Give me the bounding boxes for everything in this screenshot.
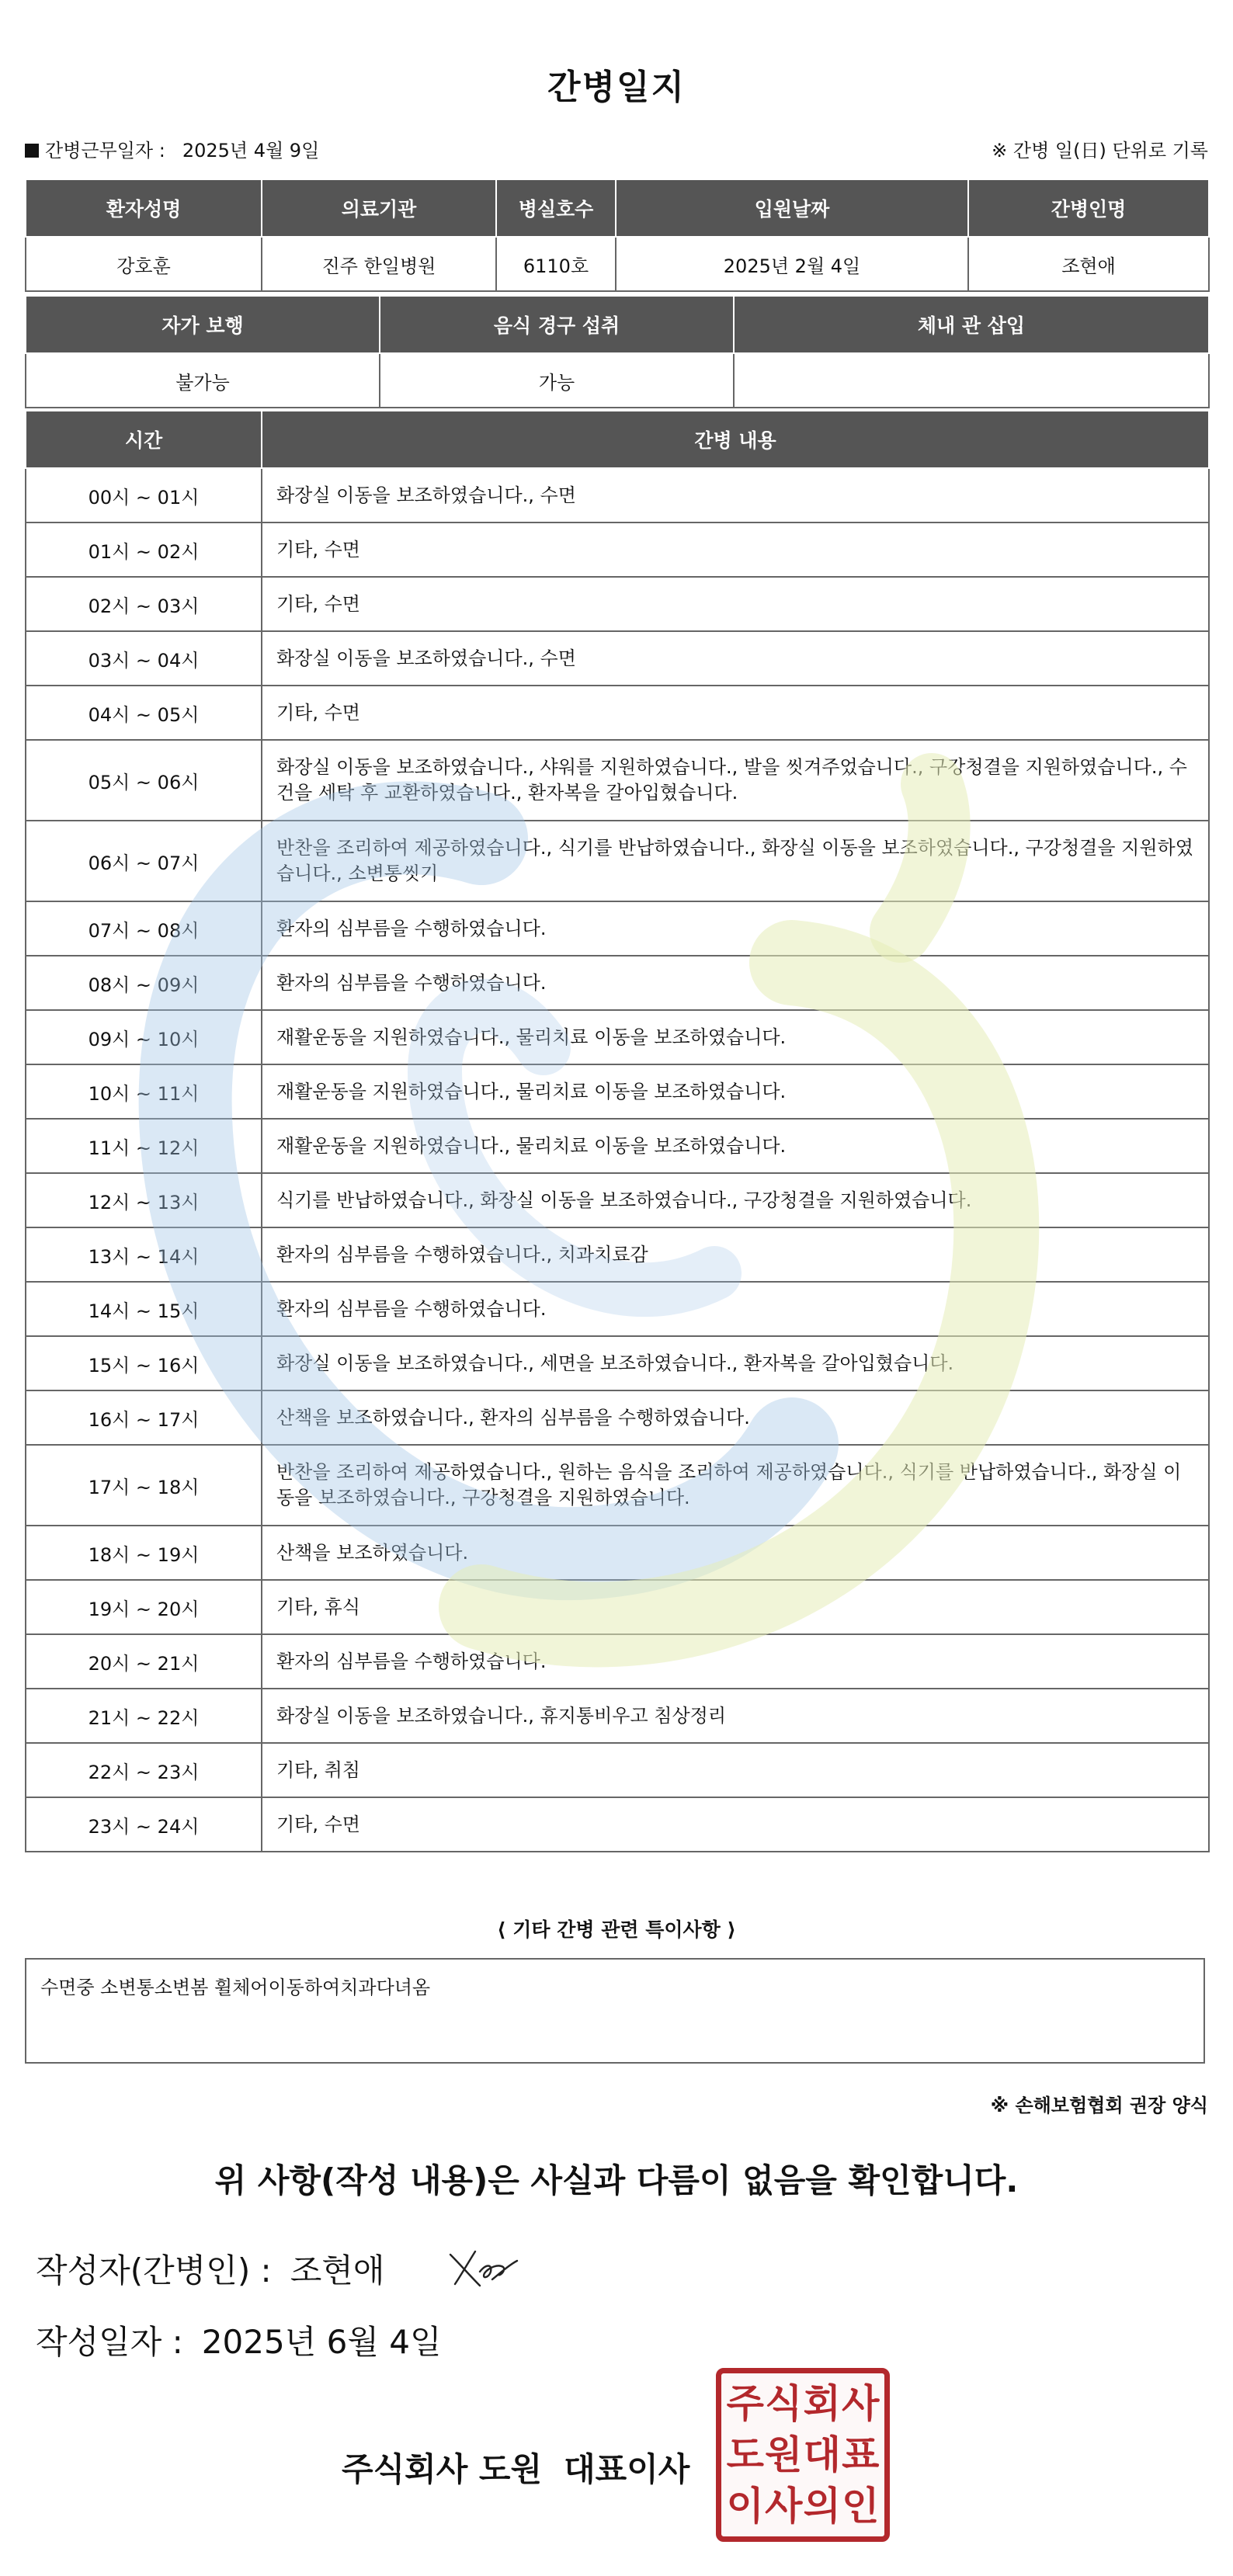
- hourly-log-table: [25, 410, 1210, 1852]
- write-date-label: 작성일자 :: [36, 2323, 183, 2361]
- table-row: [26, 1689, 1209, 1743]
- time-slot: 14시 ~ 15시: [26, 1282, 262, 1336]
- care-content: 기타, 취침: [262, 1743, 1209, 1797]
- care-content: 화장실 이동을 보조하였습니다., 샤워를 지원하였습니다., 발을 씻겨주었습니다., 구강청결을 지원하였습니다., 수건을 세탁 후 교환하였습니다., 환자복을 갈아입혔습니다.: [262, 740, 1209, 821]
- time-slot: 07시 ~ 08시: [26, 901, 262, 956]
- table-row: [26, 1580, 1209, 1634]
- seal-char: 주: [726, 2381, 764, 2426]
- table-row: [26, 1390, 1209, 1445]
- care-content: 재활운동을 지원하였습니다., 물리치료 이동을 보조하였습니다.: [262, 1010, 1209, 1064]
- care-content: 기타, 수면: [262, 686, 1209, 740]
- work-date-label: 간병근무일자 :: [45, 140, 165, 161]
- table-row: [26, 522, 1209, 577]
- seal-char: 표: [842, 2432, 880, 2477]
- header-care-content: 간병 내용: [262, 411, 1209, 468]
- care-content: 산책을 보조하였습니다., 환자의 심부름을 수행하였습니다.: [262, 1390, 1209, 1445]
- log-header-row: [26, 411, 1209, 468]
- care-content: 환자의 심부름을 수행하였습니다., 치과치료감: [262, 1227, 1209, 1282]
- seal-char: 회: [803, 2381, 841, 2426]
- header-admission-date: 입원날짜: [616, 179, 968, 237]
- caregiver-name: 조현애: [968, 237, 1209, 291]
- time-slot: 22시 ~ 23시: [26, 1743, 262, 1797]
- patient-value-row: [26, 237, 1209, 291]
- time-slot: 18시 ~ 19시: [26, 1526, 262, 1580]
- status-value-row: [26, 353, 1209, 408]
- care-content: 반찬을 조리하여 제공하였습니다., 원하는 음식을 조리하여 제공하였습니다., 식기를 반납하였습니다., 화장실 이동을 보조하였습니다., 구강청결을 지원하였습니다.: [262, 1445, 1209, 1526]
- time-slot: 04시 ~ 05시: [26, 686, 262, 740]
- special-notes-title: ⟨ 기타 간병 관련 특이사항 ⟩: [497, 1918, 736, 1941]
- table-row: [26, 1797, 1209, 1852]
- writer-label: 작성자(간병인) :: [36, 2251, 272, 2290]
- time-slot: 15시 ~ 16시: [26, 1336, 262, 1390]
- care-content: 재활운동을 지원하였습니다., 물리치료 이동을 보조하였습니다.: [262, 1064, 1209, 1119]
- company-seal-stamp: [716, 2368, 890, 2542]
- special-notes-box: 수면중 소변통소변봄 휠체어이동하여치과다녀옴: [25, 1958, 1205, 2064]
- table-row: [26, 740, 1209, 821]
- write-date-line: [36, 2317, 442, 2363]
- table-row: [26, 1634, 1209, 1689]
- room-number: 6110호: [496, 237, 616, 291]
- patient-info-table: [25, 179, 1210, 292]
- header-hospital: 의료기관: [262, 179, 496, 237]
- table-row: [26, 1743, 1209, 1797]
- time-slot: 05시 ~ 06시: [26, 740, 262, 821]
- time-slot: 08시 ~ 09시: [26, 956, 262, 1010]
- black-square-icon: [25, 144, 39, 158]
- confirm-statement: 위 사항(작성 내용)은 사실과 다름이 없음을 확인합니다.: [214, 2161, 1019, 2199]
- patient-status-table: [25, 295, 1210, 408]
- time-slot: 02시 ~ 03시: [26, 577, 262, 631]
- care-content: 환자의 심부름을 수행하였습니다.: [262, 1282, 1209, 1336]
- seal-char: 사: [842, 2381, 880, 2426]
- table-row: [26, 1445, 1209, 1526]
- work-date-value: 2025년 4월 9일: [182, 140, 320, 161]
- table-row: [26, 1526, 1209, 1580]
- admission-date: 2025년 2월 4일: [616, 237, 968, 291]
- header-self-walking: 자가 보행: [26, 296, 380, 353]
- time-slot: 06시 ~ 07시: [26, 821, 262, 901]
- care-content: 환자의 심부름을 수행하였습니다.: [262, 901, 1209, 956]
- time-slot: 21시 ~ 22시: [26, 1689, 262, 1743]
- care-content: 화장실 이동을 보조하였습니다., 수면: [262, 631, 1209, 686]
- seal-char: 이: [726, 2484, 764, 2529]
- time-slot: 01시 ~ 02시: [26, 522, 262, 577]
- header-patient-name: 환자성명: [26, 179, 262, 237]
- time-slot: 20시 ~ 21시: [26, 1634, 262, 1689]
- table-row: [26, 577, 1209, 631]
- care-content: 반찬을 조리하여 제공하였습니다., 식기를 반납하였습니다., 화장실 이동을 보조하였습니다., 구강청결을 지원하였습니다., 소변통씻기: [262, 821, 1209, 901]
- table-row: [26, 1010, 1209, 1064]
- care-content: 화장실 이동을 보조하였습니다., 세면을 보조하였습니다., 환자복을 갈아입혔습니다.: [262, 1336, 1209, 1390]
- log-body: [26, 468, 1209, 1852]
- table-row: [26, 1227, 1209, 1282]
- table-row: [26, 1336, 1209, 1390]
- tube-insertion-value: [734, 353, 1209, 408]
- write-date-value: 2025년 6월 4일: [201, 2323, 442, 2361]
- care-content: 기타, 수면: [262, 522, 1209, 577]
- header-time: 시간: [26, 411, 262, 468]
- patient-header-row: [26, 179, 1209, 237]
- status-header-row: [26, 296, 1209, 353]
- work-date-line: [25, 135, 319, 162]
- ceo-title: 대표이사: [564, 2450, 690, 2488]
- writer-name: 조현애: [290, 2251, 385, 2290]
- care-content: 기타, 휴식: [262, 1580, 1209, 1634]
- patient-name: 강호훈: [26, 237, 262, 291]
- seal-char: 식: [765, 2381, 803, 2426]
- time-slot: 17시 ~ 18시: [26, 1445, 262, 1526]
- care-content: 화장실 이동을 보조하였습니다., 수면: [262, 468, 1209, 522]
- time-slot: 00시 ~ 01시: [26, 468, 262, 522]
- seal-char: 사: [765, 2484, 803, 2529]
- seal-char: 인: [842, 2484, 880, 2529]
- care-content: 환자의 심부름을 수행하였습니다.: [262, 956, 1209, 1010]
- oral-intake-value: 가능: [380, 353, 734, 408]
- document-title: 간병일지: [547, 68, 686, 107]
- seal-char: 대: [803, 2432, 841, 2477]
- seal-char: 의: [803, 2484, 841, 2529]
- table-row: [26, 821, 1209, 901]
- care-content: 산책을 보조하였습니다.: [262, 1526, 1209, 1580]
- company-name: 주식회사 도원: [342, 2450, 543, 2488]
- time-slot: 23시 ~ 24시: [26, 1797, 262, 1852]
- time-slot: 12시 ~ 13시: [26, 1173, 262, 1227]
- time-slot: 03시 ~ 04시: [26, 631, 262, 686]
- time-slot: 09시 ~ 10시: [26, 1010, 262, 1064]
- header-tube-insertion: 체내 관 삽입: [734, 296, 1209, 353]
- time-slot: 10시 ~ 11시: [26, 1064, 262, 1119]
- header-room: 병실호수: [496, 179, 616, 237]
- seal-char: 도: [726, 2432, 764, 2477]
- signature-icon: [444, 2241, 522, 2295]
- care-content: 기타, 수면: [262, 577, 1209, 631]
- recommend-note: ※ 손해보험협회 권장 양식: [990, 2095, 1208, 2116]
- table-row: [26, 1119, 1209, 1173]
- writer-line: [36, 2245, 384, 2292]
- seal-char: 원: [765, 2432, 803, 2477]
- time-slot: 11시 ~ 12시: [26, 1119, 262, 1173]
- time-slot: 13시 ~ 14시: [26, 1227, 262, 1282]
- care-content: 환자의 심부름을 수행하였습니다.: [262, 1634, 1209, 1689]
- care-content: 기타, 수면: [262, 1797, 1209, 1852]
- header-caregiver-name: 간병인명: [968, 179, 1209, 237]
- company-line: [342, 2444, 689, 2491]
- self-walking-value: 불가능: [26, 353, 380, 408]
- hospital-name: 진주 한일병원: [262, 237, 496, 291]
- table-row: [26, 1064, 1209, 1119]
- table-row: [26, 468, 1209, 522]
- time-slot: 16시 ~ 17시: [26, 1390, 262, 1445]
- table-row: [26, 631, 1209, 686]
- time-slot: 19시 ~ 20시: [26, 1580, 262, 1634]
- care-content: 식기를 반납하였습니다., 화장실 이동을 보조하였습니다., 구강청결을 지원하였습니다.: [262, 1173, 1209, 1227]
- table-row: [26, 901, 1209, 956]
- unit-note: ※ 간병 일(日) 단위로 기록: [992, 140, 1208, 161]
- care-content: 재활운동을 지원하였습니다., 물리치료 이동을 보조하였습니다.: [262, 1119, 1209, 1173]
- care-content: 화장실 이동을 보조하였습니다., 휴지통비우고 침상정리: [262, 1689, 1209, 1743]
- table-row: [26, 1173, 1209, 1227]
- table-row: [26, 1282, 1209, 1336]
- table-row: [26, 686, 1209, 740]
- header-oral-intake: 음식 경구 섭취: [380, 296, 734, 353]
- table-row: [26, 956, 1209, 1010]
